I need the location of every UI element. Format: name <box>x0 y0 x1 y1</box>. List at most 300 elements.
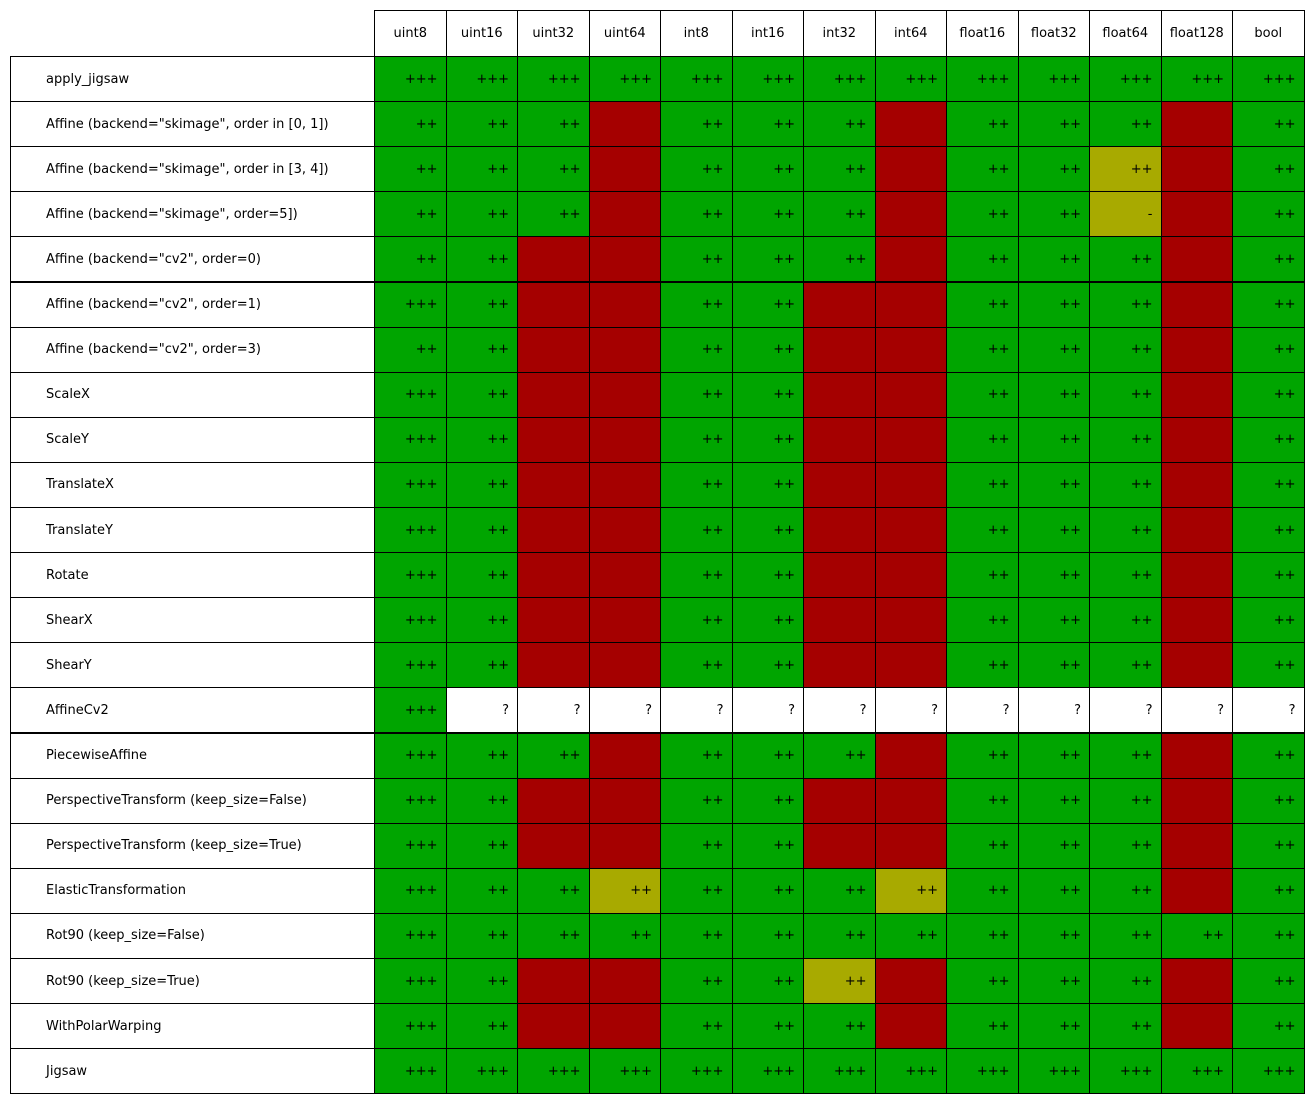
support-cell: ++ <box>1232 282 1305 328</box>
support-cell: ? <box>1089 687 1162 733</box>
support-cell: ++ <box>446 823 519 869</box>
support-cell: ++ <box>660 868 733 914</box>
support-cell: ++ <box>1232 146 1305 192</box>
support-cell: ++ <box>1089 101 1162 147</box>
support-cell: +++ <box>446 56 519 102</box>
support-cell: +++ <box>517 56 590 102</box>
support-cell <box>1161 417 1234 463</box>
row-label: Affine (backend="cv2", order=1) <box>10 282 375 328</box>
support-cell <box>589 1003 662 1049</box>
support-cell: ++ <box>660 191 733 237</box>
support-cell: +++ <box>374 868 447 914</box>
support-cell: ++ <box>517 191 590 237</box>
support-cell: ++ <box>946 823 1019 869</box>
support-cell: ++ <box>732 507 805 553</box>
support-cell: ++ <box>446 552 519 598</box>
support-cell <box>803 372 876 418</box>
support-cell: ++ <box>660 597 733 643</box>
support-cell <box>1161 597 1234 643</box>
support-cell: ++ <box>1018 1003 1091 1049</box>
support-cell <box>875 1003 948 1049</box>
support-cell: ++ <box>1232 1003 1305 1049</box>
support-cell: ++ <box>1232 733 1305 779</box>
support-cell <box>589 236 662 282</box>
row-label: Jigsaw <box>10 1048 375 1094</box>
support-cell: +++ <box>946 1048 1019 1094</box>
support-cell: ? <box>589 687 662 733</box>
support-cell: ++ <box>946 958 1019 1004</box>
support-cell: ++ <box>446 417 519 463</box>
support-cell: ++ <box>1232 778 1305 824</box>
support-cell <box>589 823 662 869</box>
row-label: PiecewiseAffine <box>10 733 375 779</box>
support-cell <box>1161 958 1234 1004</box>
support-cell: ++ <box>446 913 519 959</box>
support-cell <box>803 417 876 463</box>
support-cell: ? <box>946 687 1019 733</box>
support-cell: ++ <box>660 733 733 779</box>
support-cell <box>875 462 948 508</box>
support-cell: ++ <box>589 913 662 959</box>
support-cell: ++ <box>1232 823 1305 869</box>
support-cell: +++ <box>374 56 447 102</box>
support-cell: ++ <box>589 868 662 914</box>
support-cell: ++ <box>803 913 876 959</box>
support-cell: ++ <box>446 282 519 328</box>
support-cell: ++ <box>1018 191 1091 237</box>
support-cell <box>803 642 876 688</box>
support-cell <box>1161 778 1234 824</box>
support-cell: ++ <box>946 597 1019 643</box>
support-cell: ++ <box>446 507 519 553</box>
column-header: bool <box>1232 10 1305 57</box>
support-cell: ++ <box>946 552 1019 598</box>
support-cell: ? <box>660 687 733 733</box>
support-cell: ++ <box>446 462 519 508</box>
support-cell: ++ <box>1232 868 1305 914</box>
support-cell: ++ <box>1089 778 1162 824</box>
support-cell: ++ <box>803 191 876 237</box>
support-cell: ++ <box>446 236 519 282</box>
support-cell: ++ <box>446 101 519 147</box>
support-cell: +++ <box>374 1003 447 1049</box>
support-cell: +++ <box>875 1048 948 1094</box>
support-cell: ++ <box>732 913 805 959</box>
support-cell: ++ <box>660 642 733 688</box>
support-cell: +++ <box>803 56 876 102</box>
row-label: AffineCv2 <box>10 687 375 733</box>
support-cell: ++ <box>875 868 948 914</box>
support-cell: +++ <box>1018 1048 1091 1094</box>
support-cell <box>875 101 948 147</box>
support-cell: ++ <box>1232 642 1305 688</box>
support-cell: +++ <box>589 1048 662 1094</box>
support-cell: ++ <box>1018 913 1091 959</box>
support-cell <box>1161 372 1234 418</box>
support-cell: ++ <box>1018 958 1091 1004</box>
support-cell: ++ <box>803 958 876 1004</box>
support-cell <box>517 597 590 643</box>
support-cell <box>875 146 948 192</box>
support-cell: ++ <box>660 236 733 282</box>
support-cell: ++ <box>875 913 948 959</box>
support-cell: ++ <box>660 552 733 598</box>
column-header: int32 <box>803 10 876 57</box>
support-cell: +++ <box>660 1048 733 1094</box>
support-cell <box>517 327 590 373</box>
row-label: PerspectiveTransform (keep_size=False) <box>10 778 375 824</box>
support-cell <box>875 327 948 373</box>
support-cell: ++ <box>446 868 519 914</box>
support-cell: ++ <box>946 417 1019 463</box>
support-cell: ++ <box>946 282 1019 328</box>
support-cell: ++ <box>946 236 1019 282</box>
support-cell: +++ <box>446 1048 519 1094</box>
support-cell <box>875 823 948 869</box>
support-cell: ++ <box>1232 417 1305 463</box>
support-cell: ++ <box>1232 101 1305 147</box>
column-header: float64 <box>1089 10 1162 57</box>
support-cell: ++ <box>1089 282 1162 328</box>
support-cell: ++ <box>660 282 733 328</box>
support-cell <box>875 552 948 598</box>
support-cell: ++ <box>660 823 733 869</box>
support-cell: ++ <box>1232 552 1305 598</box>
support-cell <box>589 597 662 643</box>
support-cell: ++ <box>1232 327 1305 373</box>
support-cell: +++ <box>374 282 447 328</box>
row-label: ElasticTransformation <box>10 868 375 914</box>
support-cell <box>589 101 662 147</box>
support-cell: ? <box>732 687 805 733</box>
support-cell: ++ <box>1232 597 1305 643</box>
support-cell <box>875 372 948 418</box>
support-cell: ++ <box>446 642 519 688</box>
support-cell: ++ <box>732 733 805 779</box>
support-cell: ++ <box>1089 236 1162 282</box>
column-header: float128 <box>1161 10 1234 57</box>
support-cell: ++ <box>1018 146 1091 192</box>
support-cell: ++ <box>374 236 447 282</box>
support-cell <box>589 191 662 237</box>
support-cell: ++ <box>732 417 805 463</box>
support-cell: ++ <box>732 146 805 192</box>
support-cell: +++ <box>1232 56 1305 102</box>
row-label: ShearY <box>10 642 375 688</box>
support-cell <box>517 507 590 553</box>
support-cell: ++ <box>1232 236 1305 282</box>
support-cell: ++ <box>660 417 733 463</box>
support-cell <box>803 823 876 869</box>
support-cell <box>517 823 590 869</box>
support-cell: +++ <box>732 56 805 102</box>
row-label: PerspectiveTransform (keep_size=True) <box>10 823 375 869</box>
support-cell: ++ <box>446 146 519 192</box>
support-cell: ++ <box>732 236 805 282</box>
support-cell <box>517 552 590 598</box>
support-cell: +++ <box>374 958 447 1004</box>
support-cell: +++ <box>1161 56 1234 102</box>
support-cell <box>1161 327 1234 373</box>
row-label: Affine (backend="cv2", order=0) <box>10 236 375 282</box>
column-header: int64 <box>875 10 948 57</box>
support-cell <box>875 597 948 643</box>
support-cell <box>1161 868 1234 914</box>
support-cell <box>1161 1003 1234 1049</box>
support-cell <box>1161 462 1234 508</box>
support-cell <box>875 417 948 463</box>
support-cell <box>1161 236 1234 282</box>
support-cell: ++ <box>517 913 590 959</box>
support-cell: +++ <box>517 1048 590 1094</box>
support-cell: ++ <box>446 327 519 373</box>
support-cell: ++ <box>732 868 805 914</box>
support-cell: ++ <box>732 101 805 147</box>
support-cell: ++ <box>517 868 590 914</box>
support-cell: ++ <box>446 778 519 824</box>
support-cell: ++ <box>446 372 519 418</box>
support-cell <box>589 642 662 688</box>
support-cell: ++ <box>1018 778 1091 824</box>
support-cell: +++ <box>1018 56 1091 102</box>
row-label: TranslateX <box>10 462 375 508</box>
support-cell: ++ <box>1089 417 1162 463</box>
support-cell <box>803 597 876 643</box>
support-cell <box>875 642 948 688</box>
support-cell: ++ <box>1089 552 1162 598</box>
support-cell: +++ <box>374 597 447 643</box>
column-header: float16 <box>946 10 1019 57</box>
support-cell: ++ <box>946 462 1019 508</box>
support-cell: ++ <box>732 552 805 598</box>
support-cell: ++ <box>1089 372 1162 418</box>
support-cell: ++ <box>1232 372 1305 418</box>
support-cell: ++ <box>517 733 590 779</box>
support-cell <box>517 236 590 282</box>
support-cell: ++ <box>732 462 805 508</box>
support-cell <box>589 733 662 779</box>
support-cell: ++ <box>517 146 590 192</box>
support-cell: ++ <box>1089 868 1162 914</box>
support-cell: ? <box>875 687 948 733</box>
support-cell: ++ <box>1089 913 1162 959</box>
support-cell <box>589 372 662 418</box>
support-cell <box>517 417 590 463</box>
column-header: uint8 <box>374 10 447 57</box>
support-cell <box>589 778 662 824</box>
support-cell <box>803 778 876 824</box>
row-label: Affine (backend="cv2", order=3) <box>10 327 375 373</box>
support-cell <box>1161 146 1234 192</box>
support-cell <box>517 282 590 328</box>
support-cell <box>875 282 948 328</box>
support-cell: ? <box>1232 687 1305 733</box>
column-header: uint32 <box>517 10 590 57</box>
support-cell: ++ <box>732 597 805 643</box>
support-cell <box>803 327 876 373</box>
support-cell <box>1161 507 1234 553</box>
support-cell: ++ <box>803 146 876 192</box>
support-cell: ++ <box>803 236 876 282</box>
support-cell <box>1161 733 1234 779</box>
support-cell <box>875 958 948 1004</box>
support-cell <box>1161 552 1234 598</box>
support-cell: +++ <box>946 56 1019 102</box>
support-cell: ++ <box>803 733 876 779</box>
support-cell: +++ <box>374 687 447 733</box>
support-cell: ++ <box>1089 823 1162 869</box>
support-cell: ? <box>803 687 876 733</box>
support-cell: ++ <box>946 146 1019 192</box>
support-cell: ++ <box>1018 597 1091 643</box>
row-label: WithPolarWarping <box>10 1003 375 1049</box>
support-cell <box>517 958 590 1004</box>
support-cell <box>875 733 948 779</box>
row-label: ShearX <box>10 597 375 643</box>
support-cell: ? <box>517 687 590 733</box>
support-cell <box>517 778 590 824</box>
support-cell <box>589 552 662 598</box>
support-cell: ? <box>446 687 519 733</box>
support-cell: ++ <box>1089 146 1162 192</box>
support-cell: ++ <box>446 733 519 779</box>
support-cell: +++ <box>374 417 447 463</box>
support-cell <box>589 507 662 553</box>
support-cell: +++ <box>875 56 948 102</box>
support-cell <box>1161 823 1234 869</box>
support-cell: ++ <box>1018 552 1091 598</box>
support-cell: +++ <box>374 823 447 869</box>
support-cell: ++ <box>946 913 1019 959</box>
support-cell: ++ <box>946 1003 1019 1049</box>
support-cell: ++ <box>1232 958 1305 1004</box>
support-cell: +++ <box>374 913 447 959</box>
support-cell: ++ <box>946 642 1019 688</box>
support-cell: ++ <box>660 101 733 147</box>
support-cell <box>589 462 662 508</box>
support-cell: ++ <box>1232 913 1305 959</box>
support-cell: ++ <box>803 101 876 147</box>
row-label: Rotate <box>10 552 375 598</box>
row-label: TranslateY <box>10 507 375 553</box>
support-cell: ++ <box>660 958 733 1004</box>
support-cell <box>1161 191 1234 237</box>
support-cell: ++ <box>660 1003 733 1049</box>
support-cell: +++ <box>1089 1048 1162 1094</box>
support-cell: ++ <box>803 868 876 914</box>
support-cell: ++ <box>946 868 1019 914</box>
support-cell: +++ <box>374 733 447 779</box>
support-cell: ++ <box>946 101 1019 147</box>
column-header: uint16 <box>446 10 519 57</box>
support-cell: ++ <box>660 372 733 418</box>
support-cell: ++ <box>446 1003 519 1049</box>
row-label: apply_jigsaw <box>10 56 375 102</box>
support-cell <box>589 417 662 463</box>
support-cell: ++ <box>803 1003 876 1049</box>
support-cell: ++ <box>1089 642 1162 688</box>
support-cell <box>803 552 876 598</box>
support-cell: ++ <box>732 642 805 688</box>
support-cell: ++ <box>732 778 805 824</box>
support-cell <box>517 642 590 688</box>
support-cell: ++ <box>1018 282 1091 328</box>
support-cell: +++ <box>589 56 662 102</box>
support-cell: ++ <box>374 191 447 237</box>
row-label: ScaleY <box>10 417 375 463</box>
support-cell: ++ <box>732 372 805 418</box>
support-cell: ++ <box>660 462 733 508</box>
support-cell: ++ <box>946 327 1019 373</box>
support-cell: ++ <box>946 507 1019 553</box>
column-header: int8 <box>660 10 733 57</box>
support-cell: ++ <box>732 327 805 373</box>
support-cell: ++ <box>946 191 1019 237</box>
support-cell: - <box>1089 191 1162 237</box>
support-cell <box>803 282 876 328</box>
support-cell: ++ <box>1018 372 1091 418</box>
support-cell: ++ <box>517 101 590 147</box>
support-cell: +++ <box>374 372 447 418</box>
support-cell: +++ <box>660 56 733 102</box>
support-cell: ++ <box>732 958 805 1004</box>
support-cell: ++ <box>660 778 733 824</box>
support-cell: ++ <box>1089 733 1162 779</box>
column-header: uint64 <box>589 10 662 57</box>
support-cell: ++ <box>374 146 447 192</box>
support-cell: ++ <box>1089 507 1162 553</box>
support-cell: +++ <box>374 507 447 553</box>
support-cell: +++ <box>374 1048 447 1094</box>
support-cell: ++ <box>1089 1003 1162 1049</box>
support-cell: ++ <box>1232 462 1305 508</box>
support-cell: ++ <box>1089 597 1162 643</box>
support-cell: ++ <box>1089 462 1162 508</box>
support-cell: ++ <box>732 282 805 328</box>
support-cell <box>875 507 948 553</box>
support-cell: ++ <box>660 146 733 192</box>
support-cell: ? <box>1161 687 1234 733</box>
support-cell: ++ <box>1018 236 1091 282</box>
support-cell: ++ <box>446 191 519 237</box>
support-cell: ++ <box>732 1003 805 1049</box>
support-cell: ++ <box>1089 327 1162 373</box>
support-cell: +++ <box>1089 56 1162 102</box>
support-cell: ++ <box>1018 462 1091 508</box>
support-cell: ++ <box>1018 507 1091 553</box>
support-cell: ++ <box>946 733 1019 779</box>
support-cell <box>589 327 662 373</box>
row-label: Rot90 (keep_size=True) <box>10 958 375 1004</box>
support-cell: ++ <box>374 327 447 373</box>
support-cell <box>875 236 948 282</box>
support-cell <box>803 462 876 508</box>
support-cell: +++ <box>803 1048 876 1094</box>
support-cell <box>1161 642 1234 688</box>
support-cell: +++ <box>732 1048 805 1094</box>
row-label: Rot90 (keep_size=False) <box>10 913 375 959</box>
support-cell: ? <box>1018 687 1091 733</box>
support-cell: ++ <box>374 101 447 147</box>
row-label: Affine (backend="skimage", order=5]) <box>10 191 375 237</box>
support-cell <box>589 958 662 1004</box>
support-cell: ++ <box>1232 191 1305 237</box>
support-cell: +++ <box>1161 1048 1234 1094</box>
support-cell: +++ <box>374 778 447 824</box>
column-header: int16 <box>732 10 805 57</box>
support-cell <box>803 507 876 553</box>
support-cell: ++ <box>732 191 805 237</box>
